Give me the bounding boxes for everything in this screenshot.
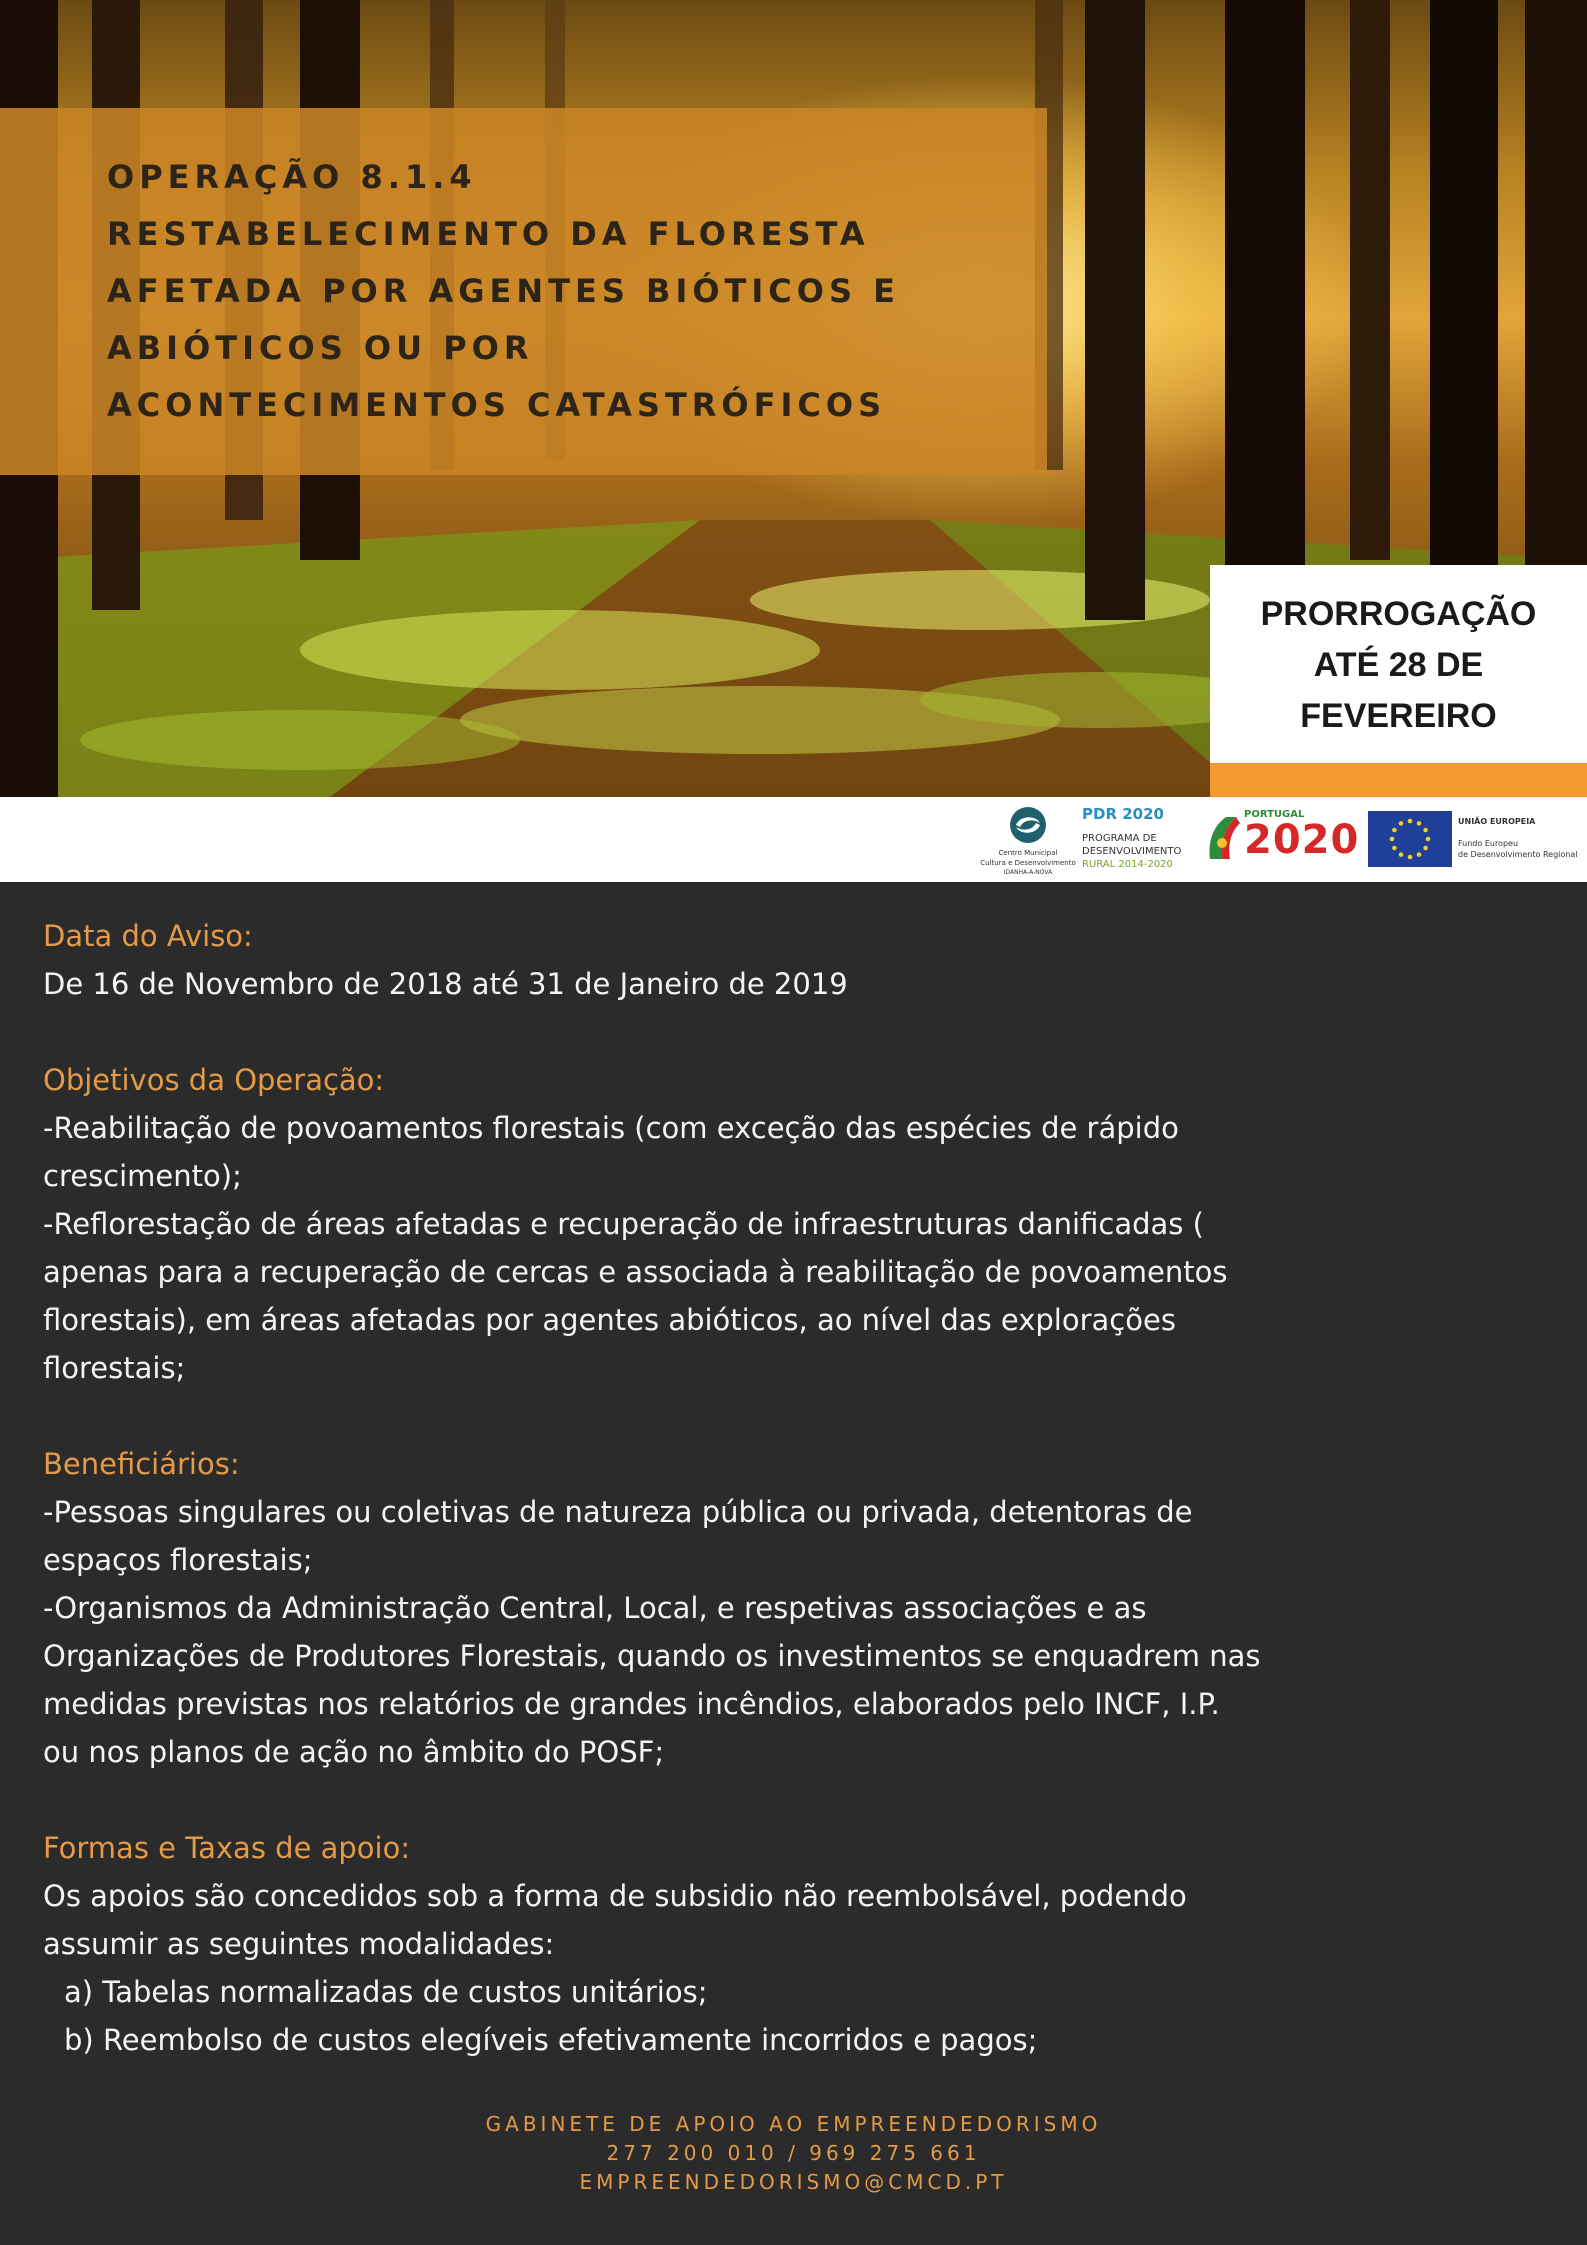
logo-strip xyxy=(0,797,1587,882)
eu-feder-logo xyxy=(1368,811,1583,869)
pdr-line-2: DESENVOLVIMENTO xyxy=(1082,846,1182,857)
eu-flag-icon xyxy=(1368,811,1452,867)
section-beneficiarios xyxy=(43,1440,1553,1776)
title-line-5: ACONTECIMENTOS CATASTRÓFICOS xyxy=(107,386,887,424)
heading-data-aviso: Data do Aviso: xyxy=(43,919,253,953)
extension-notice xyxy=(1210,565,1587,797)
cmcd-line-3: IDANHA-A-NOVA xyxy=(1003,869,1053,876)
title-line-2: RESTABELECIMENTO DA FLORESTA xyxy=(107,215,870,253)
beneficiarios-line: Organizações de Produtores Florestais, quando os investimentos se enquadrem nas xyxy=(43,1639,1261,1673)
objetivos-line: apenas para a recuperação de cercas e associada à reabilitação de povoamentos xyxy=(43,1255,1228,1289)
pdr-mark: PDR 2020 xyxy=(1082,805,1164,823)
apoio-line: Os apoios são concedidos sob a forma de subsidio não reembolsável, podendo xyxy=(43,1879,1187,1913)
beneficiarios-line: ou nos planos de ação no âmbito do POSF; xyxy=(43,1735,665,1769)
cmcd-swirl-icon xyxy=(1004,805,1052,845)
portugal-label: PORTUGAL xyxy=(1244,809,1305,820)
heading-beneficiarios: Beneficiários: xyxy=(43,1447,240,1481)
eu-line-3: de Desenvolvimento Regional xyxy=(1458,850,1578,859)
apoio-item-b: b) Reembolso de custos elegíveis efetivamente incorridos e pagos; xyxy=(64,2023,1038,2057)
title-line-operation: OPERAÇÃO 8.1.4 xyxy=(107,158,477,196)
objetivos-line: -Reabilitação de povoamentos florestais (com exceção das espécies de rápido xyxy=(43,1111,1179,1145)
section-apoio xyxy=(43,1824,1553,2064)
forest-hero-image xyxy=(0,0,1587,797)
title-panel xyxy=(0,108,1047,475)
footer-email: EMPREENDEDORISMO@CMCD.PT xyxy=(579,2170,1008,2194)
footer-phone: 277 200 010 / 969 275 661 xyxy=(606,2141,981,2165)
beneficiarios-line: -Organismos da Administração Central, Local, e respetivas associações e as xyxy=(43,1591,1147,1625)
beneficiarios-line: espaços florestais; xyxy=(43,1543,313,1577)
heading-apoio: Formas e Taxas de apoio: xyxy=(43,1831,411,1865)
objetivos-line: florestais; xyxy=(43,1351,186,1385)
section-data-aviso xyxy=(43,912,1553,1008)
extension-line-1: PRORROGAÇÃO xyxy=(1260,595,1537,633)
beneficiarios-line: medidas previstas nos relatórios de grandes incêndios, elaborados pelo INCF, I.P. xyxy=(43,1687,1220,1721)
pdr-line-3: RURAL 2014-2020 xyxy=(1082,859,1173,870)
extension-accent-bar xyxy=(1210,763,1587,797)
eu-line-1: UNIÃO EUROPEIA xyxy=(1458,817,1536,826)
content xyxy=(43,912,1553,2112)
cmcd-line-2: Cultura e Desenvolvimento xyxy=(980,859,1076,867)
objetivos-line: florestais), em áreas afetadas por agentes abióticos, ao nível das explorações xyxy=(43,1303,1176,1337)
portugal-2020-number: 2020 xyxy=(1244,817,1360,863)
footer-organization: GABINETE DE APOIO AO EMPREENDEDORISMO xyxy=(485,2112,1102,2136)
objetivos-line: crescimento); xyxy=(43,1159,242,1193)
pdr-line-1: PROGRAMA DE xyxy=(1082,833,1157,844)
objetivos-line: -Reflorestação de áreas afetadas e recuperação de infraestruturas danificadas ( xyxy=(43,1207,1204,1241)
extension-line-2: ATÉ 28 DE xyxy=(1313,646,1484,684)
extension-line-3: FEVEREIRO xyxy=(1300,697,1497,735)
cmcd-line-1: Centro Municipal xyxy=(998,849,1058,857)
pdr2020-logo xyxy=(1082,805,1192,877)
title-line-3: AFETADA POR AGENTES BIÓTICOS E xyxy=(107,272,901,310)
heading-objetivos: Objetivos da Operação: xyxy=(43,1063,385,1097)
apoio-item-a: a) Tabelas normalizadas de custos unitários; xyxy=(64,1975,708,2009)
section-objetivos xyxy=(43,1056,1553,1392)
title-line-4: ABIÓTICOS OU POR xyxy=(107,329,534,367)
portugal-flag-icon xyxy=(1206,813,1242,863)
aviso-dates: De 16 de Novembro de 2018 até 31 de Janeiro de 2019 xyxy=(43,967,848,1001)
eu-line-2: Fundo Europeu xyxy=(1458,839,1519,848)
cmcd-logo xyxy=(978,801,1078,879)
apoio-line: assumir as seguintes modalidades: xyxy=(43,1927,555,1961)
portugal2020-logo xyxy=(1206,809,1366,869)
beneficiarios-line: -Pessoas singulares ou coletivas de natureza pública ou privada, detentoras de xyxy=(43,1495,1193,1529)
